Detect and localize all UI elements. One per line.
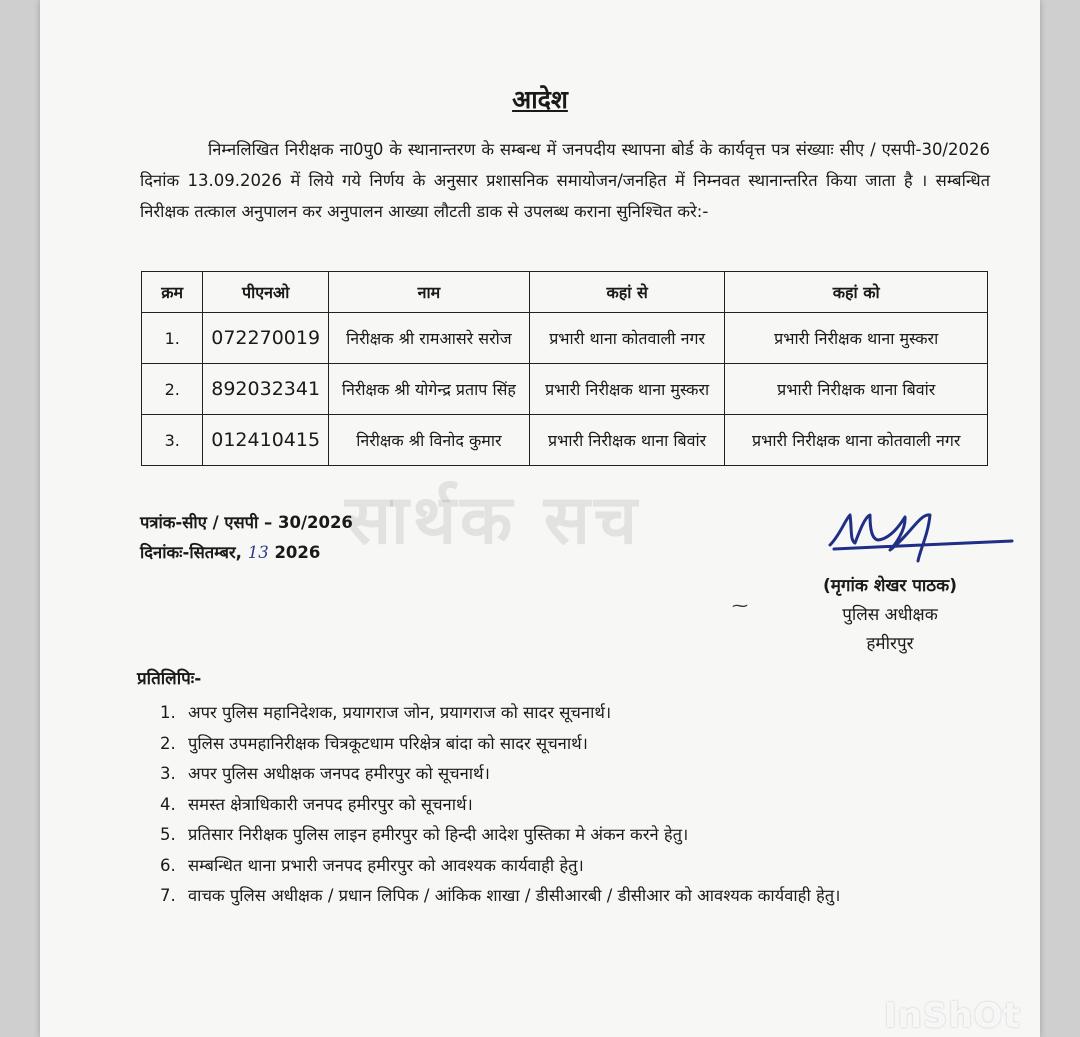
cell-pno: 072270019: [203, 313, 329, 364]
col-header-serial: क्रम: [142, 272, 203, 313]
cell-name: निरीक्षक श्री विनोद कुमार: [328, 415, 529, 466]
list-item-text: पुलिस उपमहानिरीक्षक चित्रकूटधाम परिक्षेत्र बांदा को सादर सूचनार्थ।: [188, 733, 588, 753]
list-item: [160, 881, 840, 912]
channel-watermark: सार्थक सच: [345, 481, 642, 560]
cell-serial: 2.: [142, 364, 203, 415]
table-header-row: [142, 272, 988, 313]
signatory-designation: पुलिस अधीक्षक: [842, 605, 938, 625]
letter-number: पत्रांक-सीए / एसपी – 30/2026: [140, 513, 353, 532]
list-item-number: 1.: [160, 703, 176, 722]
table-row: [142, 364, 988, 415]
signatory-name: (मृगांक शेखर पाठक): [823, 576, 957, 596]
cell-serial: 1.: [142, 313, 203, 364]
cell-from: प्रभारी निरीक्षक थाना मुस्करा: [529, 364, 725, 415]
date-year: 2026: [274, 543, 321, 562]
cell-pno: 892032341: [203, 364, 329, 415]
list-item-number: 4.: [160, 794, 176, 814]
signatory-block: [790, 572, 990, 659]
list-item-number: 2.: [160, 733, 176, 753]
transfer-table: [141, 271, 988, 466]
col-header-to: कहां को: [725, 272, 988, 313]
table-row: [142, 313, 988, 364]
cell-pno: 012410415: [203, 415, 329, 466]
order-intro-paragraph: निम्नलिखित निरीक्षक ना0पु0 के स्थानान्तरण के सम्बन्ध में जनपदीय स्थापना बोर्ड के कार्यवृत्त पत्र संख्याः सीए / एसपी-30/2026 दिनांक 13.09.2026 में लिये गये निर्णय के अनुसार प्रशासनिक समायोजन/जनहित में निम्नवत स्थानान्तरित किया जाता है । सम्बन्धित निरीक्षक तत्काल अनुपालन कर अनुपालन आख्या लौटती डाक से उपलब्ध कराना सुनिश्चित करे:-: [140, 140, 990, 221]
col-header-name: नाम: [328, 272, 529, 313]
list-item-number: 3.: [160, 764, 176, 783]
list-item-text: समस्त क्षेत्राधिकारी जनपद हमीरपुर को सूचनार्थ।: [188, 794, 473, 814]
list-item: [160, 759, 840, 790]
list-item: [160, 729, 840, 760]
cell-name: निरीक्षक श्री रामआसरे सरोज: [328, 313, 529, 364]
list-item-number: 7.: [160, 886, 176, 905]
cell-to: प्रभारी निरीक्षक थाना बिवांर: [725, 364, 988, 415]
list-item-text: अपर पुलिस अधीक्षक जनपद हमीरपुर को सूचनार्थ।: [188, 764, 490, 783]
cell-serial: 3.: [142, 415, 203, 466]
col-header-from: कहां से: [529, 272, 725, 313]
reference-block: [140, 508, 353, 568]
letter-date: [140, 538, 353, 568]
date-day-handwritten: 13: [247, 543, 269, 562]
handwritten-signature: [820, 495, 1020, 565]
cell-from: प्रभारी थाना कोतवाली नगर: [529, 313, 725, 364]
order-title: आदेश: [512, 85, 568, 114]
list-item-text: अपर पुलिस महानिदेशक, प्रयागराज जोन, प्रयागराज को सादर सूचनार्थ।: [188, 703, 612, 722]
list-item-number: 5.: [160, 825, 176, 844]
cell-from: प्रभारी निरीक्षक थाना बिवांर: [529, 415, 725, 466]
col-header-pno: पीएनओ: [203, 272, 329, 313]
list-item: [160, 820, 840, 851]
app-watermark: InShOt: [884, 996, 1021, 1036]
list-item-text: प्रतिसार निरीक्षक पुलिस लाइन हमीरपुर को हिन्दी आदेश पुस्तिका मे अंकन करने हेतु।: [188, 825, 689, 844]
date-prefix: दिनांकः-सितम्बर,: [140, 543, 242, 562]
pen-mark: ⁓: [732, 596, 748, 615]
list-item-text: वाचक पुलिस अधीक्षक / प्रधान लिपिक / आंकिक शाखा / डीसीआरबी / डीसीआर को आवश्यक कार्यवाही हेतु।: [188, 886, 841, 905]
cell-name: निरीक्षक श्री योगेन्द्र प्रताप सिंह: [328, 364, 529, 415]
list-item: [160, 851, 840, 882]
cell-to: प्रभारी निरीक्षक थाना कोतवाली नगर: [725, 415, 988, 466]
list-item-number: 6.: [160, 855, 176, 875]
list-item: [160, 790, 840, 821]
table-row: [142, 415, 988, 466]
copy-to-heading: प्रतिलिपिः-: [137, 669, 202, 689]
list-item-text: सम्बन्धित थाना प्रभारी जनपद हमीरपुर को आवश्यक कार्यवाही हेतु।: [188, 855, 584, 875]
signatory-district: हमीरपुर: [866, 634, 914, 654]
list-item: [160, 698, 840, 729]
copy-to-list: [160, 698, 840, 912]
cell-to: प्रभारी निरीक्षक थाना मुस्करा: [725, 313, 988, 364]
